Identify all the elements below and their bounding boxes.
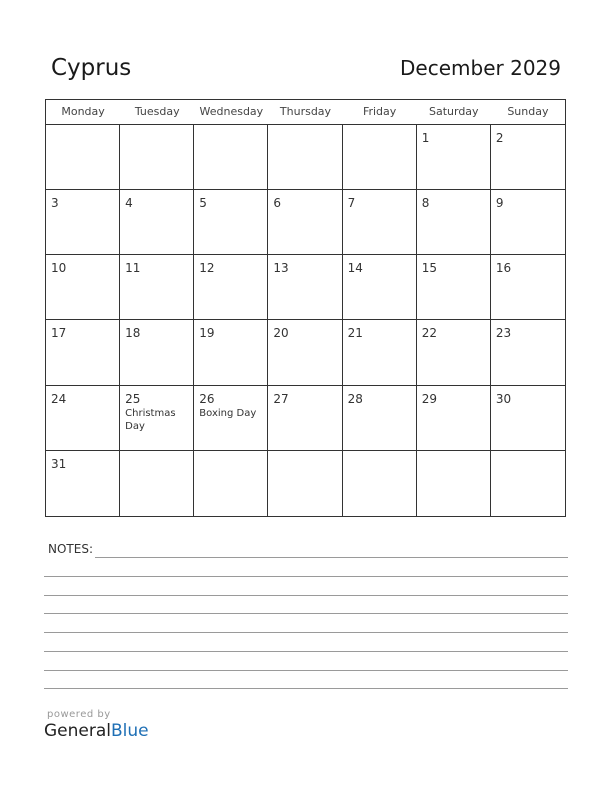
day-cell xyxy=(268,125,342,190)
day-number: 25 xyxy=(125,391,141,406)
day-cell xyxy=(268,255,342,320)
day-number: 13 xyxy=(273,261,289,276)
weekday-sunday: Sunday xyxy=(507,105,549,118)
day-number: 14 xyxy=(347,261,363,276)
day-number: 4 xyxy=(125,196,133,211)
day-number: 24 xyxy=(51,391,67,406)
day-cell xyxy=(491,190,565,255)
day-number: 23 xyxy=(495,326,512,341)
weekday-wednesday: Wednesday xyxy=(199,105,264,118)
day-cell xyxy=(343,320,417,385)
day-cell xyxy=(46,451,120,516)
day-number: 11 xyxy=(125,261,141,276)
notes-line xyxy=(44,613,568,614)
weekday-header xyxy=(46,100,565,125)
day-cell xyxy=(120,320,194,385)
day-number: 3 xyxy=(51,196,59,211)
day-cell xyxy=(343,451,417,516)
day-cell xyxy=(268,190,342,255)
day-cell xyxy=(343,125,417,190)
day-number: 26 xyxy=(199,391,215,406)
weekday-tuesday: Tuesday xyxy=(134,105,180,118)
day-number: 15 xyxy=(421,261,437,276)
brand-name-blue: Blue xyxy=(111,721,149,741)
day-cell xyxy=(343,255,417,320)
day-cell xyxy=(417,190,491,255)
notes-line xyxy=(44,595,568,596)
day-number: 22 xyxy=(421,326,437,341)
day-number: 27 xyxy=(273,391,289,406)
day-number: 17 xyxy=(51,326,67,341)
day-cell xyxy=(343,386,417,451)
day-cell xyxy=(194,255,268,320)
day-cell xyxy=(491,125,565,190)
day-cell xyxy=(46,125,120,190)
day-cell xyxy=(194,190,268,255)
day-number: 18 xyxy=(125,326,141,341)
day-number: 10 xyxy=(51,261,67,276)
day-cell xyxy=(417,255,491,320)
day-cell xyxy=(120,386,194,451)
day-number: 28 xyxy=(347,391,363,406)
day-cell xyxy=(268,386,342,451)
day-cell xyxy=(194,451,268,516)
day-number: 20 xyxy=(273,326,289,341)
day-number: 19 xyxy=(199,326,215,341)
day-cell xyxy=(194,320,268,385)
day-cell xyxy=(120,451,194,516)
month-year-title: December 2029 xyxy=(400,56,561,80)
day-cell xyxy=(46,386,120,451)
weekday-monday: Monday xyxy=(61,105,105,118)
day-cell xyxy=(120,190,194,255)
notes-line xyxy=(44,688,568,689)
notes-line xyxy=(44,576,568,577)
day-cell xyxy=(268,451,342,516)
notes-label: NOTES: xyxy=(48,542,93,556)
day-cell xyxy=(417,125,491,190)
day-cell xyxy=(343,190,417,255)
day-cell xyxy=(417,320,491,385)
holiday-label: Christmas Day xyxy=(125,407,176,432)
weekday-friday: Friday xyxy=(362,105,397,118)
day-number: 2 xyxy=(495,131,504,145)
day-cell xyxy=(491,386,565,451)
day-cell xyxy=(194,125,268,190)
day-number: 5 xyxy=(199,196,207,211)
day-cell xyxy=(491,255,565,320)
brand-logo[interactable] xyxy=(44,721,149,741)
country-title: Cyprus xyxy=(51,55,132,81)
day-number: 30 xyxy=(495,391,512,406)
day-cell xyxy=(46,255,120,320)
day-number: 6 xyxy=(273,196,282,211)
day-cell xyxy=(46,190,120,255)
day-number: 12 xyxy=(199,261,215,276)
day-cell xyxy=(417,386,491,451)
day-cell xyxy=(417,451,491,516)
day-number: 8 xyxy=(421,196,430,211)
day-cell xyxy=(491,451,565,516)
notes-line xyxy=(44,651,568,652)
calendar-grid xyxy=(45,99,566,517)
day-number: 16 xyxy=(495,261,512,276)
day-cell xyxy=(194,386,268,451)
notes-line xyxy=(95,557,568,558)
day-cell xyxy=(120,255,194,320)
calendar-days xyxy=(46,125,565,516)
brand-name-general: General xyxy=(44,721,111,741)
weekday-thursday: Thursday xyxy=(279,105,332,118)
day-cell xyxy=(120,125,194,190)
day-number: 1 xyxy=(421,131,430,145)
day-cell xyxy=(46,320,120,385)
day-number: 9 xyxy=(495,196,504,211)
day-number: 31 xyxy=(51,456,67,471)
day-number: 29 xyxy=(421,391,437,406)
day-number: 7 xyxy=(347,196,356,211)
weekday-saturday: Saturday xyxy=(428,105,479,118)
notes-line xyxy=(44,632,568,633)
notes-line xyxy=(44,670,568,671)
day-cell xyxy=(268,320,342,385)
powered-by-text: powered by xyxy=(47,709,111,720)
day-cell xyxy=(491,320,565,385)
day-number: 21 xyxy=(347,326,363,341)
holiday-label: Boxing Day xyxy=(199,407,257,419)
